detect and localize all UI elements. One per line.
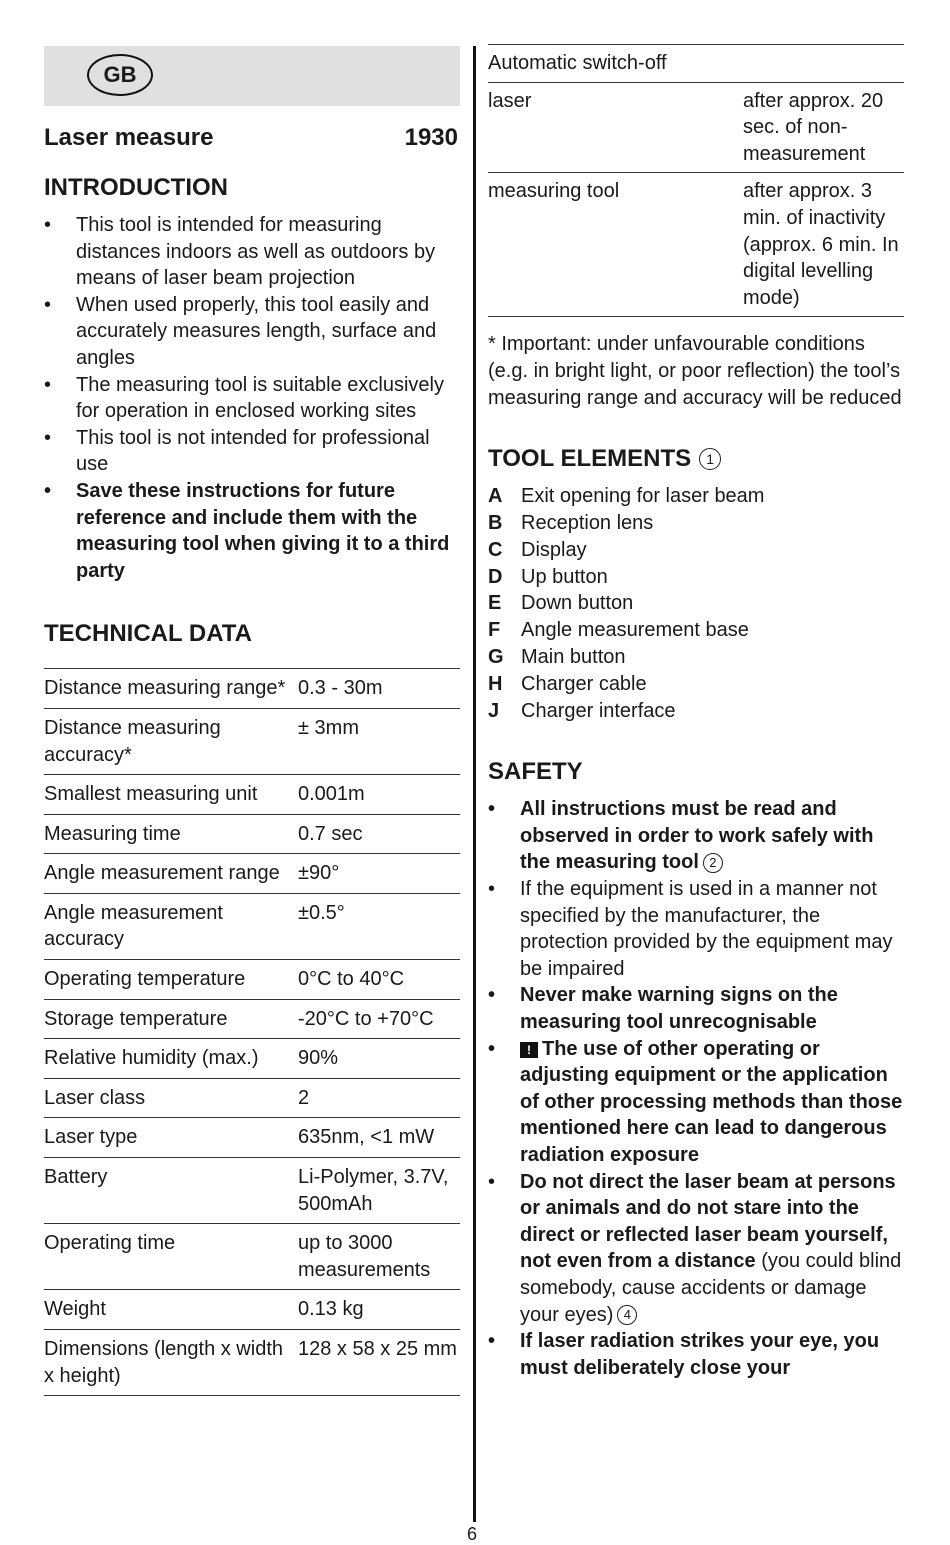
spec-value: 0.7 sec <box>298 822 363 845</box>
item-letter: D <box>488 565 503 588</box>
item-label: Exit opening for laser beam <box>521 485 765 508</box>
spec-value: 128 x 58 x 25 mm <box>298 1338 457 1360</box>
left-column <box>44 46 460 1396</box>
spec-value: ±0.5° <box>298 901 345 924</box>
intro-list <box>44 212 460 584</box>
spec-key: Angle measurement range <box>44 862 280 885</box>
list-item <box>488 671 904 698</box>
footnote: * Important: under unfavourable conditions (e.g. in bright light, or poor reflection) the tool’s measuring range and accuracy will be reduced <box>488 333 902 409</box>
spec-value: ± 3mm <box>298 716 359 739</box>
auto-off-heading: Automatic switch-off <box>488 52 667 74</box>
spec-value: 0°C to 40°C <box>298 968 405 991</box>
spec-value: 90% <box>298 1047 339 1070</box>
list-item: • If laser radiation strikes your eye, you must deliberately close your <box>488 1328 904 1381</box>
list-item: • If the equipment is used in a manner not specified by the manufacturer, the protection provided by the equipment may be impaired <box>488 876 904 982</box>
safety-text: Do not direct the laser beam at persons or animals and do not stare into the direct or reflected laser beam yourself, not even from a distance <box>520 1170 896 1273</box>
list-item <box>488 537 904 564</box>
spec-key: Distance measuring accuracy* <box>44 716 221 766</box>
spec-key: Operating temperature <box>44 968 246 991</box>
list-item <box>488 510 904 537</box>
list-item <box>488 644 904 671</box>
item-letter: G <box>488 645 504 668</box>
list-item <box>488 483 904 510</box>
table-row <box>44 1330 460 1396</box>
table-row <box>44 669 460 709</box>
product-name: Laser measure <box>44 124 214 151</box>
spec-value: after approx. 20 sec. of non-measurement <box>743 89 884 165</box>
list-item: • This tool is intended for measuring distances indoors as well as outdoors by means of laser beam projection <box>44 212 460 292</box>
item-label: Angle measurement base <box>521 619 749 642</box>
right-column <box>488 44 904 1381</box>
list-item <box>488 1036 904 1169</box>
product-code: 1930 <box>404 124 458 151</box>
item-label: Display <box>521 538 587 561</box>
list-item: • When used properly, this tool easily and accurately measures length, surface and angles <box>44 292 460 372</box>
auto-off-table <box>488 44 904 317</box>
item-label: Reception lens <box>521 511 654 534</box>
figure-ref-icon: 4 <box>617 1305 637 1325</box>
safety-text: The use of other operating or adjusting equipment or the application of other processing methods than those mentioned here can lead to dangerous radiation exposure <box>520 1037 903 1167</box>
spec-value: 0.3 - 30m <box>298 677 383 700</box>
spec-key: Weight <box>44 1298 106 1321</box>
spec-key: Battery <box>44 1166 108 1189</box>
item-letter: E <box>488 592 502 615</box>
list-item <box>488 564 904 591</box>
item-letter: H <box>488 672 503 695</box>
item-label: Down button <box>521 592 634 615</box>
spec-key: laser <box>488 89 532 112</box>
spec-key: Laser class <box>44 1086 146 1109</box>
list-item: • Never make warning signs on the measuring tool unrecognisable <box>488 982 904 1035</box>
spec-key: Laser type <box>44 1126 138 1149</box>
table-row <box>44 814 460 854</box>
table-row <box>488 82 904 173</box>
spec-key: Smallest measuring unit <box>44 783 258 806</box>
table-row <box>44 1224 460 1290</box>
table-row <box>44 708 460 774</box>
item-label: Charger interface <box>521 699 676 722</box>
table-row <box>44 999 460 1039</box>
table-row <box>44 1078 460 1118</box>
figure-ref-icon: 2 <box>703 853 723 873</box>
tech-heading: TECHNICAL DATA <box>44 620 252 648</box>
column-divider <box>473 46 476 1522</box>
spec-value: -20°C to +70°C <box>298 1007 434 1030</box>
table-row <box>44 960 460 1000</box>
list-item <box>488 590 904 617</box>
table-row <box>44 1290 460 1330</box>
spec-key: Dimensions (length x width x height) <box>44 1338 283 1387</box>
item-label: Main button <box>521 645 626 668</box>
spec-value: 0.001m <box>298 783 365 806</box>
item-letter: B <box>488 511 503 534</box>
spec-value: 2 <box>298 1086 310 1109</box>
item-letter: A <box>488 485 503 508</box>
spec-value: ±90° <box>298 862 340 885</box>
spec-key: Relative humidity (max.) <box>44 1047 259 1070</box>
language-badge: GB <box>87 54 153 96</box>
item-letter: J <box>488 699 500 722</box>
table-row <box>44 1039 460 1079</box>
table-row <box>488 45 904 83</box>
spec-key: Angle measurement accuracy <box>44 901 223 951</box>
product-title-row <box>44 124 460 152</box>
spec-value: 635nm, <1 mW <box>298 1126 435 1149</box>
tool-elements-heading <box>488 445 904 473</box>
tool-elements-title: TOOL ELEMENTS <box>488 445 692 473</box>
list-item: • Save these instructions for future reference and include them with the measuring tool when giving it to a third party <box>44 478 460 584</box>
list-item <box>488 1169 904 1329</box>
safety-text: All instructions must be read and observed in order to work safely with the measuring tool <box>520 798 874 874</box>
spec-value: after approx. 3 min. of inactivity (approx. 6 min. In digital levelling mode) <box>743 180 899 309</box>
table-row <box>44 1118 460 1158</box>
spec-key: measuring tool <box>488 180 620 203</box>
page-number: 6 <box>467 1524 478 1544</box>
intro-heading: INTRODUCTION <box>44 174 228 201</box>
list-item <box>488 698 904 725</box>
list-item: • This tool is not intended for professional use <box>44 425 460 478</box>
list-item <box>488 796 904 876</box>
tool-elements-list <box>488 483 904 724</box>
table-row <box>44 854 460 894</box>
item-letter: F <box>488 619 501 642</box>
safety-list <box>488 796 904 1381</box>
table-row <box>44 775 460 815</box>
spec-value: Li-Polymer, 3.7V, 500mAh <box>298 1166 449 1215</box>
safety-text-normal: (you could blind somebody, cause accidents or damage your eyes) <box>520 1250 902 1326</box>
item-letter: C <box>488 538 503 561</box>
list-item: • The measuring tool is suitable exclusively for operation in enclosed working sites <box>44 372 460 425</box>
warning-icon: ! <box>520 1042 538 1058</box>
figure-ref-icon: 1 <box>699 448 721 470</box>
spec-key: Distance measuring range* <box>44 677 286 700</box>
table-row <box>488 173 904 317</box>
table-row <box>44 893 460 959</box>
item-label: Up button <box>521 565 608 588</box>
list-item <box>488 617 904 644</box>
safety-heading: SAFETY <box>488 758 583 786</box>
spec-key: Measuring time <box>44 822 181 845</box>
table-row <box>44 1158 460 1224</box>
spec-key: Storage temperature <box>44 1007 228 1030</box>
language-bar <box>44 46 460 106</box>
tech-table <box>44 668 460 1396</box>
spec-key: Operating time <box>44 1232 176 1255</box>
spec-value: 0.13 kg <box>298 1298 364 1321</box>
item-label: Charger cable <box>521 672 647 695</box>
spec-value: up to 3000 measurements <box>298 1232 431 1281</box>
